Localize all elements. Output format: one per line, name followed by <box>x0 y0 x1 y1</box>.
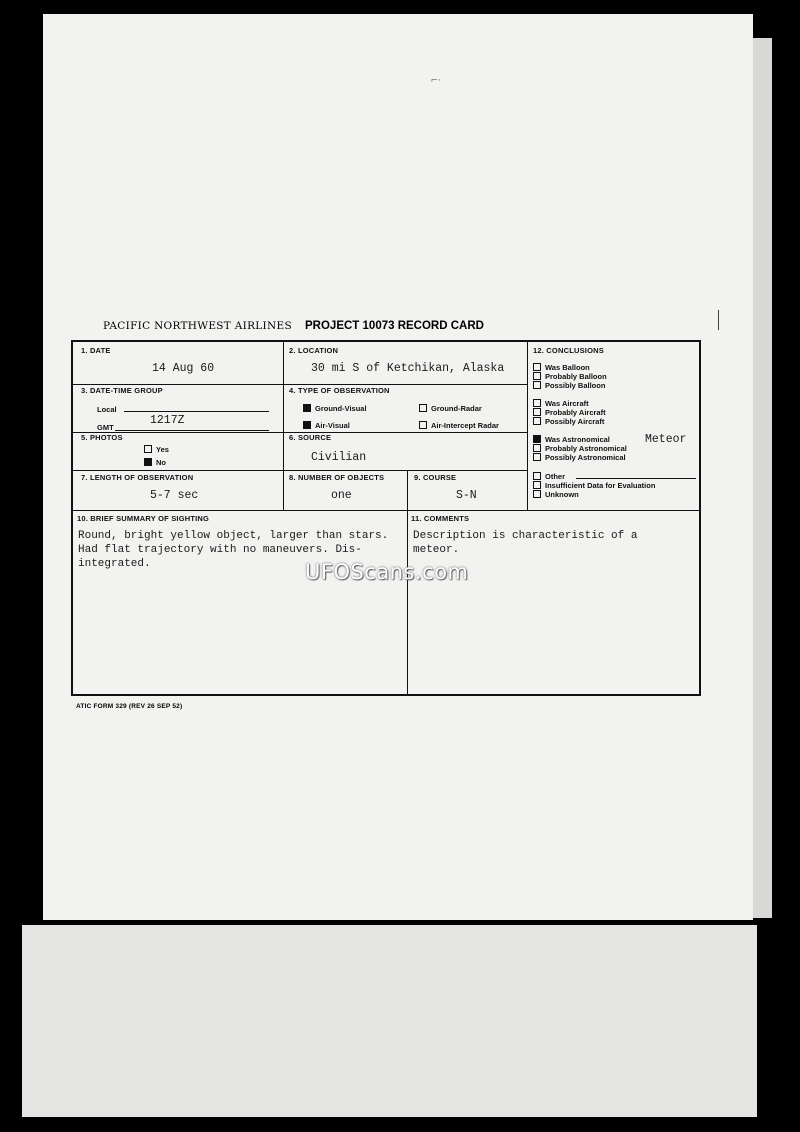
source-value: Civilian <box>311 451 367 464</box>
air-intercept-option: Air-Intercept Radar <box>419 421 499 430</box>
gmt-underline <box>115 430 269 431</box>
divider <box>73 510 699 511</box>
checkbox <box>533 408 541 416</box>
card-title: PROJECT 10073 RECORD CARD <box>305 320 484 332</box>
other-underline <box>576 478 696 479</box>
date-value: 14 Aug 60 <box>152 362 215 375</box>
length-label: 7. LENGTH OF OBSERVATION <box>81 473 194 482</box>
local-underline <box>124 411 269 412</box>
summary-label: 10. BRIEF SUMMARY OF SIGHTING <box>77 514 210 523</box>
comments-text: Description is characteristic of a meteor. <box>413 530 638 556</box>
divider <box>73 384 527 385</box>
checkbox <box>533 481 541 489</box>
card-header <box>103 320 484 332</box>
page-edge-strip <box>752 38 772 918</box>
divider <box>283 342 284 510</box>
ground-radar-option: Ground-Radar <box>419 404 482 413</box>
stray-mark: ⌐· <box>431 74 442 86</box>
checkbox <box>419 421 427 429</box>
comments-label: 11. COMMENTS <box>411 514 470 523</box>
checkbox <box>533 490 541 498</box>
airline-name: PACIFIC NORTHWEST AIRLINES <box>103 320 292 332</box>
checkbox <box>533 472 541 480</box>
date-label: 1. DATE <box>81 346 111 355</box>
source-label: 6. SOURCE <box>289 433 332 442</box>
type-obs-label: 4. TYPE OF OBSERVATION <box>289 386 390 395</box>
length-value: 5-7 sec <box>150 489 199 502</box>
air-visual-option: Air-Visual <box>303 421 350 430</box>
form-number: ATIC FORM 329 (REV 26 SEP 52) <box>76 703 183 710</box>
conclusions-label: 12. CONCLUSIONS <box>533 346 604 355</box>
location-label: 2. LOCATION <box>289 346 339 355</box>
other-group: Other Insufficient Data for Evaluation Unknown <box>533 472 655 499</box>
astro-note: Meteor <box>645 433 687 446</box>
checkbox <box>419 404 427 412</box>
margin-tick <box>718 310 719 330</box>
checkbox <box>533 453 541 461</box>
checkbox <box>144 445 152 453</box>
underlying-page <box>22 925 757 1117</box>
gmt-label: GMT <box>97 423 114 432</box>
photos-no: No <box>144 458 166 467</box>
checkbox <box>533 444 541 452</box>
dtg-label: 3. DATE-TIME GROUP <box>81 386 163 395</box>
course-label: 9. COURSE <box>414 473 457 482</box>
objects-label: 8. NUMBER OF OBJECTS <box>289 473 385 482</box>
checkbox <box>533 372 541 380</box>
ground-visual-option: Ground-Visual <box>303 404 367 413</box>
checkbox <box>533 399 541 407</box>
aircraft-group: Was Aircraft Probably Aircraft Possibly Aircraft <box>533 399 606 426</box>
astronomical-group: Was Astronomical Probably Astronomical Possibly Astronomical <box>533 435 627 462</box>
checkbox-checked <box>533 435 541 443</box>
balloon-group: Was Balloon Probably Balloon Possibly Balloon <box>533 363 607 390</box>
photos-yes: Yes <box>144 445 169 454</box>
gmt-value: 1217Z <box>150 414 185 427</box>
summary-text: Round, bright yellow object, larger than stars. Had flat trajectory with no maneuvers. Dis- integrated. <box>78 530 389 570</box>
checkbox-checked <box>303 404 311 412</box>
location-value: 30 mi S of Ketchikan, Alaska <box>311 362 505 375</box>
divider <box>73 470 527 471</box>
checkbox-checked <box>303 421 311 429</box>
divider <box>527 342 528 510</box>
photos-label: 5. PHOTOS <box>81 433 123 442</box>
checkbox-checked <box>144 458 152 466</box>
course-value: S-N <box>456 489 477 502</box>
checkbox <box>533 363 541 371</box>
checkbox <box>533 381 541 389</box>
objects-value: one <box>331 489 352 502</box>
checkbox <box>533 417 541 425</box>
local-label: Local <box>97 405 117 414</box>
watermark: UFOScans.com <box>305 560 469 584</box>
